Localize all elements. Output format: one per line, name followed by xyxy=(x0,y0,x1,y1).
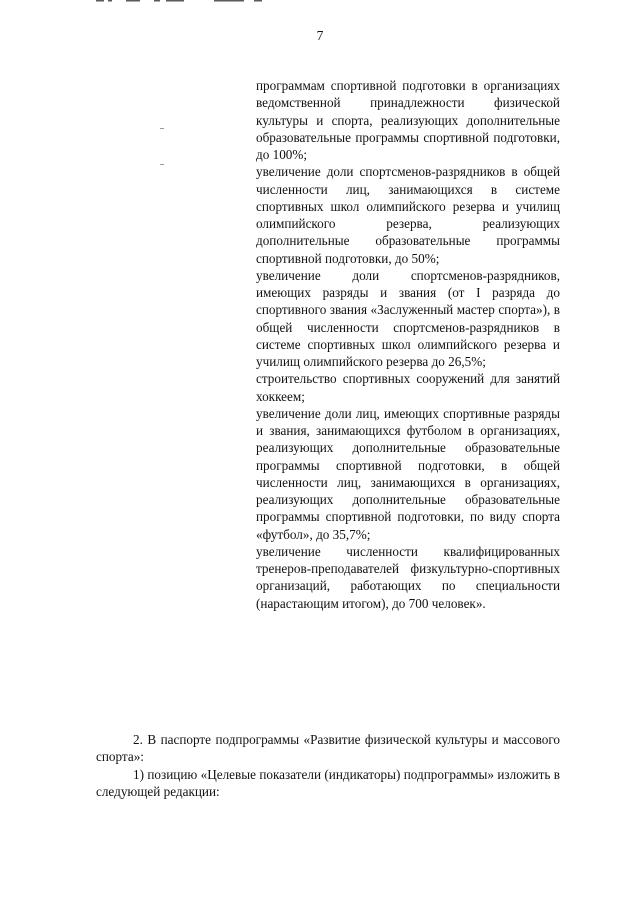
amendment-item-2-1: 1) позицию «Целевые показатели (индикаторы) подпрограммы» изложить в следующей редакции: xyxy=(96,766,560,799)
top-edge-scan-marks xyxy=(96,0,276,4)
margin-scan-mark xyxy=(160,164,164,165)
amendment-item-2: 2. В паспорте подпрограммы «Развитие физической культуры и массового спорта»: xyxy=(96,732,560,765)
amendment-section xyxy=(96,731,560,800)
target-indicator-paragraph: увеличение доли спортсменов-разрядников, имеющих разряды и звания (от I разряда до спортивного звания «Заслуженный мастер спорта»), в общей численности спортсменов-разрядников в системе спортивных школ олимпийского резерва и училищ олимпийского резерва до 26,5%; xyxy=(256,267,560,369)
page-number: 7 xyxy=(316,28,324,43)
margin-scan-mark xyxy=(160,128,164,129)
target-indicator-paragraph: программам спортивной подготовки в организациях ведомственной принадлежности физической культуры и спорта, реализующих дополнительные образовательные программы спортивной подготовки, до 100%; xyxy=(256,78,560,162)
target-indicator-paragraph: увеличение доли лиц, имеющих спортивные разряды и звания, занимающихся футболом в организациях, реализующих дополнительные образовательные программы спортивной подготовки, в общей численности лиц, занимающихся в организациях, реализующих дополнительные образовательные программы спортивной подготовки, по виду спорта «футбол», до 35,7%; xyxy=(256,405,560,542)
continuation-column xyxy=(256,77,560,612)
target-indicator-paragraph: увеличение численности квалифицированных тренеров-преподавателей физкультурно-спортивных организаций, работающих по специальности (нарастающим итогом), до 700 человек». xyxy=(256,543,560,611)
target-indicator-paragraph: увеличение доли спортсменов-разрядников в общей численности лиц, занимающихся в системе спортивных школ олимпийского резерва и училищ олимпийского резерва, реализующих дополнительные образовательные программы спортивной подготовки, до 50%; xyxy=(256,164,560,266)
target-indicator-paragraph: строительство спортивных сооружений для занятий хоккеем; xyxy=(256,371,560,404)
